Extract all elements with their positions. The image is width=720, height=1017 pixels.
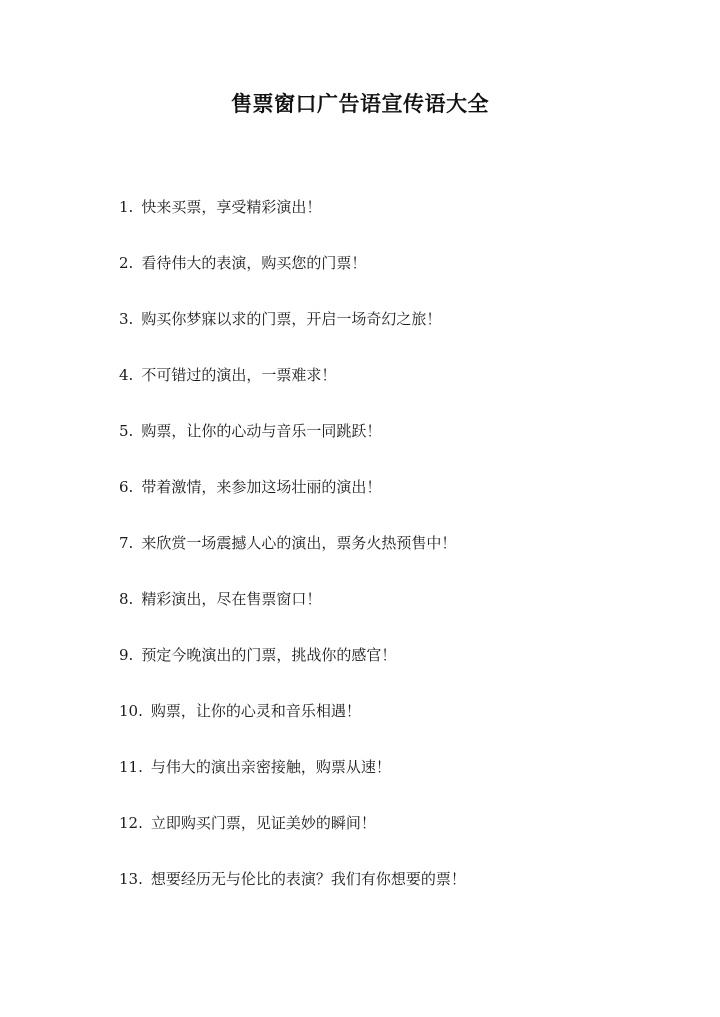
- item-text: 购票，让你的心灵和音乐相遇！: [150, 702, 361, 720]
- list-item: [119, 812, 679, 868]
- list-item: [119, 588, 679, 644]
- item-number: 4.: [119, 366, 134, 384]
- list-item: [119, 252, 679, 308]
- list-item: [119, 308, 679, 364]
- item-number: 6.: [119, 478, 134, 496]
- list-item: [119, 868, 679, 924]
- item-text: 来欣赏一场震撼人心的演出，票务火热预售中！: [141, 534, 457, 552]
- list-item: [119, 532, 679, 588]
- item-text: 带着激情，来参加这场壮丽的演出！: [141, 478, 382, 496]
- list-item: [119, 420, 679, 476]
- item-text: 看待伟大的表演，购买您的门票！: [141, 254, 367, 272]
- item-text: 不可错过的演出，一票难求！: [141, 366, 337, 384]
- item-number: 1.: [119, 198, 134, 216]
- item-number: 5.: [119, 422, 134, 440]
- item-number: 12.: [119, 814, 143, 832]
- list-item: [119, 476, 679, 532]
- item-text: 立即购买门票，见证美妙的瞬间！: [150, 814, 376, 832]
- list-item: [119, 364, 679, 420]
- item-number: 11.: [119, 758, 143, 776]
- item-number: 8.: [119, 590, 134, 608]
- item-text: 想要经历无与伦比的表演？我们有你想要的票！: [150, 870, 466, 888]
- list-item: [119, 196, 679, 252]
- item-number: 2.: [119, 254, 134, 272]
- item-number: 7.: [119, 534, 134, 552]
- list-item: [119, 756, 679, 812]
- item-number: 13.: [119, 870, 143, 888]
- list-item: [119, 644, 679, 700]
- item-text: 购买你梦寐以求的门票，开启一场奇幻之旅！: [141, 310, 442, 328]
- slogan-list: [119, 196, 679, 924]
- item-text: 预定今晚演出的门票，挑战你的感官！: [141, 646, 397, 664]
- list-item: [119, 700, 679, 756]
- item-text: 购票，让你的心动与音乐一同跳跃！: [141, 422, 382, 440]
- item-number: 3.: [119, 310, 134, 328]
- item-text: 精彩演出，尽在售票窗口！: [141, 590, 322, 608]
- item-text: 与伟大的演出亲密接触，购票从速！: [150, 758, 391, 776]
- page-title: 售票窗口广告语宣传语大全: [231, 91, 489, 116]
- item-number: 10.: [119, 702, 143, 720]
- item-number: 9.: [119, 646, 134, 664]
- item-text: 快来买票，享受精彩演出！: [141, 198, 322, 216]
